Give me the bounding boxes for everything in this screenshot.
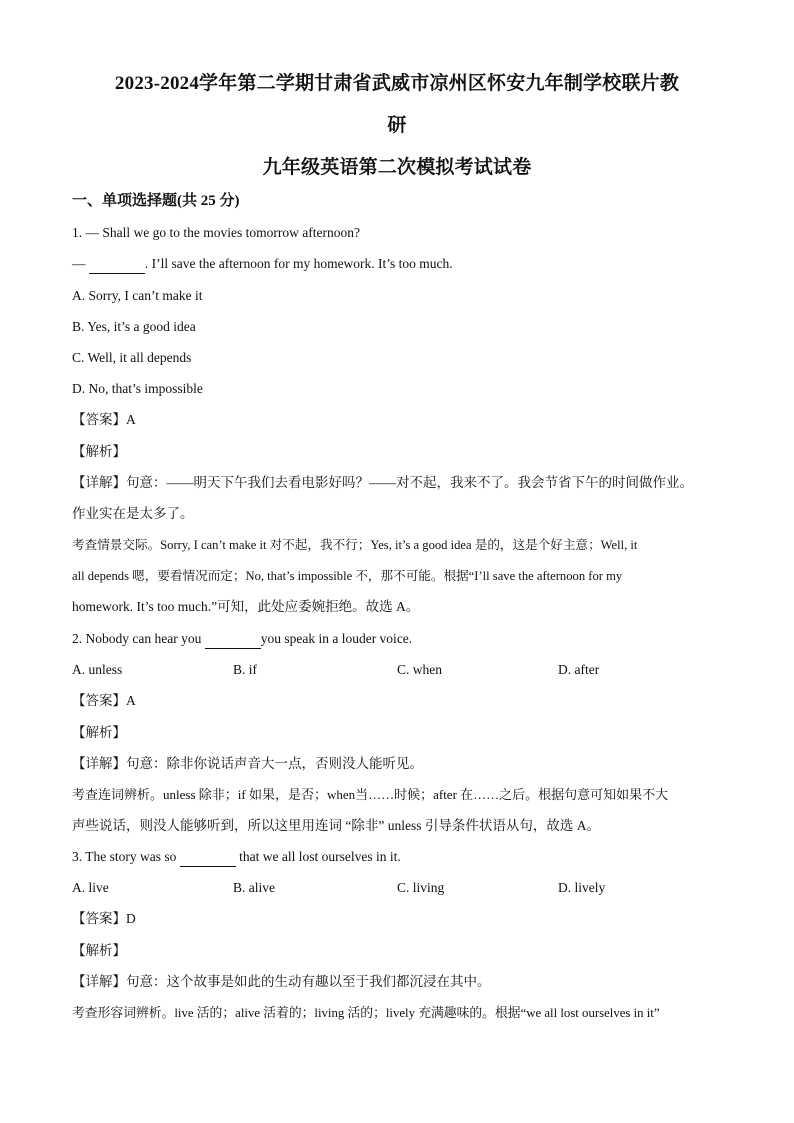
q2-option-c: C. when <box>397 662 442 677</box>
q2-option-a: A. unless <box>72 662 123 677</box>
q1-reply <box>72 255 722 274</box>
q3-answer-blank <box>180 848 236 867</box>
q1-detail-line4: all depends 嗯，要看情况而定；No, that’s impossible 不，那不可能。根据“I’ll save the afternoon for my <box>72 569 623 583</box>
q1-answer-value: A <box>126 412 136 427</box>
q1-detail-label: 【详解】 <box>72 475 126 490</box>
exam-title-line2: 研 <box>387 115 407 136</box>
q2-option-d: D. after <box>558 662 600 677</box>
q2-detail-text1: 句意：除非你说话声音大一点，否则没人能听见。 <box>126 756 423 771</box>
q3-answer <box>72 910 722 928</box>
q2-detail-line2: 考查连词辨析。unless 除非；if 如果，是否；when当……时候；after 在……之后。根据句意可知如果不大 <box>72 787 669 802</box>
q3-answer-value: D <box>126 911 136 926</box>
q2-answer-blank <box>205 630 261 649</box>
q1-stem: 1. — Shall we go to the movies tomorrow afternoon? <box>72 225 360 240</box>
q1-option-d: D. No, that’s impossible <box>72 381 203 396</box>
exam-title-line1: 2023-2024学年第二学期甘肃省武威市凉州区怀安九年制学校联片教 <box>114 73 680 94</box>
q1-option-b: B. Yes, it’s a good idea <box>72 319 196 334</box>
q2-answer-label: 【答案】 <box>72 693 126 708</box>
q3-option-a: A. live <box>72 880 109 895</box>
q2-stem <box>72 630 722 649</box>
q1-detail-line1 <box>72 474 722 492</box>
section-heading: 一、单项选择题(共 25 分) <box>72 193 240 209</box>
q1-reply-suffix: . I’ll save the afternoon for my homework. It’s too much. <box>144 256 453 271</box>
q1-answer-blank <box>89 255 145 274</box>
q2-answer <box>72 692 722 710</box>
q3-option-b: B. alive <box>233 880 275 895</box>
q2-detail-line3: 声些说话，则没人能够听到，所以这里用连词 “除非” unless 引导条件状语从句，故选 A。 <box>72 818 600 833</box>
q1-answer-label: 【答案】 <box>72 412 126 427</box>
q1-detail-line5: homework. It’s too much.”可知，此处应委婉拒绝。故选 A。 <box>72 599 420 614</box>
q3-option-d: D. lively <box>558 880 606 895</box>
q1-analysis-label: 【解析】 <box>72 444 126 459</box>
q3-detail-line1 <box>72 973 722 991</box>
q3-stem <box>72 848 722 867</box>
q1-detail-line2: 作业实在是太多了。 <box>72 506 194 521</box>
q2-stem-suffix: you speak in a louder voice. <box>260 631 413 646</box>
q3-answer-label: 【答案】 <box>72 911 126 926</box>
q2-stem-prefix: 2. Nobody can hear you <box>72 631 205 646</box>
q2-option-b: B. if <box>233 662 258 677</box>
q2-detail-line1 <box>72 755 722 773</box>
q2-answer-value: A <box>126 693 136 708</box>
q3-analysis-label: 【解析】 <box>72 943 126 958</box>
exam-subtitle: 九年级英语第二次模拟考试试卷 <box>262 157 532 178</box>
q3-detail-text1: 句意：这个故事是如此的生动有趣以至于我们都沉浸在其中。 <box>126 974 491 989</box>
q3-detail-line2: 考查形容词辨析。live 活的；alive 活着的；living 活的；lively 充满趣味的。根据“we all lost ourselves in it” <box>72 1006 660 1020</box>
q1-option-a: A. Sorry, I can’t make it <box>72 288 203 303</box>
q1-detail-text1: 句意：——明天下午我们去看电影好吗？——对不起，我来不了。我会节省下午的时间做作业。 <box>126 475 693 490</box>
q1-reply-prefix: — <box>72 256 89 271</box>
q1-option-c: C. Well, it all depends <box>72 350 192 365</box>
q2-analysis-label: 【解析】 <box>72 725 126 740</box>
q3-option-c: C. living <box>397 880 445 895</box>
q1-answer <box>72 411 722 429</box>
q3-stem-prefix: 3. The story was so <box>72 849 180 864</box>
q1-detail-line3: 考查情景交际。Sorry, I can’t make it 对不起，我不行；Yes, it’s a good idea 是的，这是个好主意；Well, it <box>72 538 638 552</box>
q3-detail-label: 【详解】 <box>72 974 126 989</box>
q2-detail-label: 【详解】 <box>72 756 126 771</box>
q3-stem-suffix: that we all lost ourselves in it. <box>235 849 401 864</box>
